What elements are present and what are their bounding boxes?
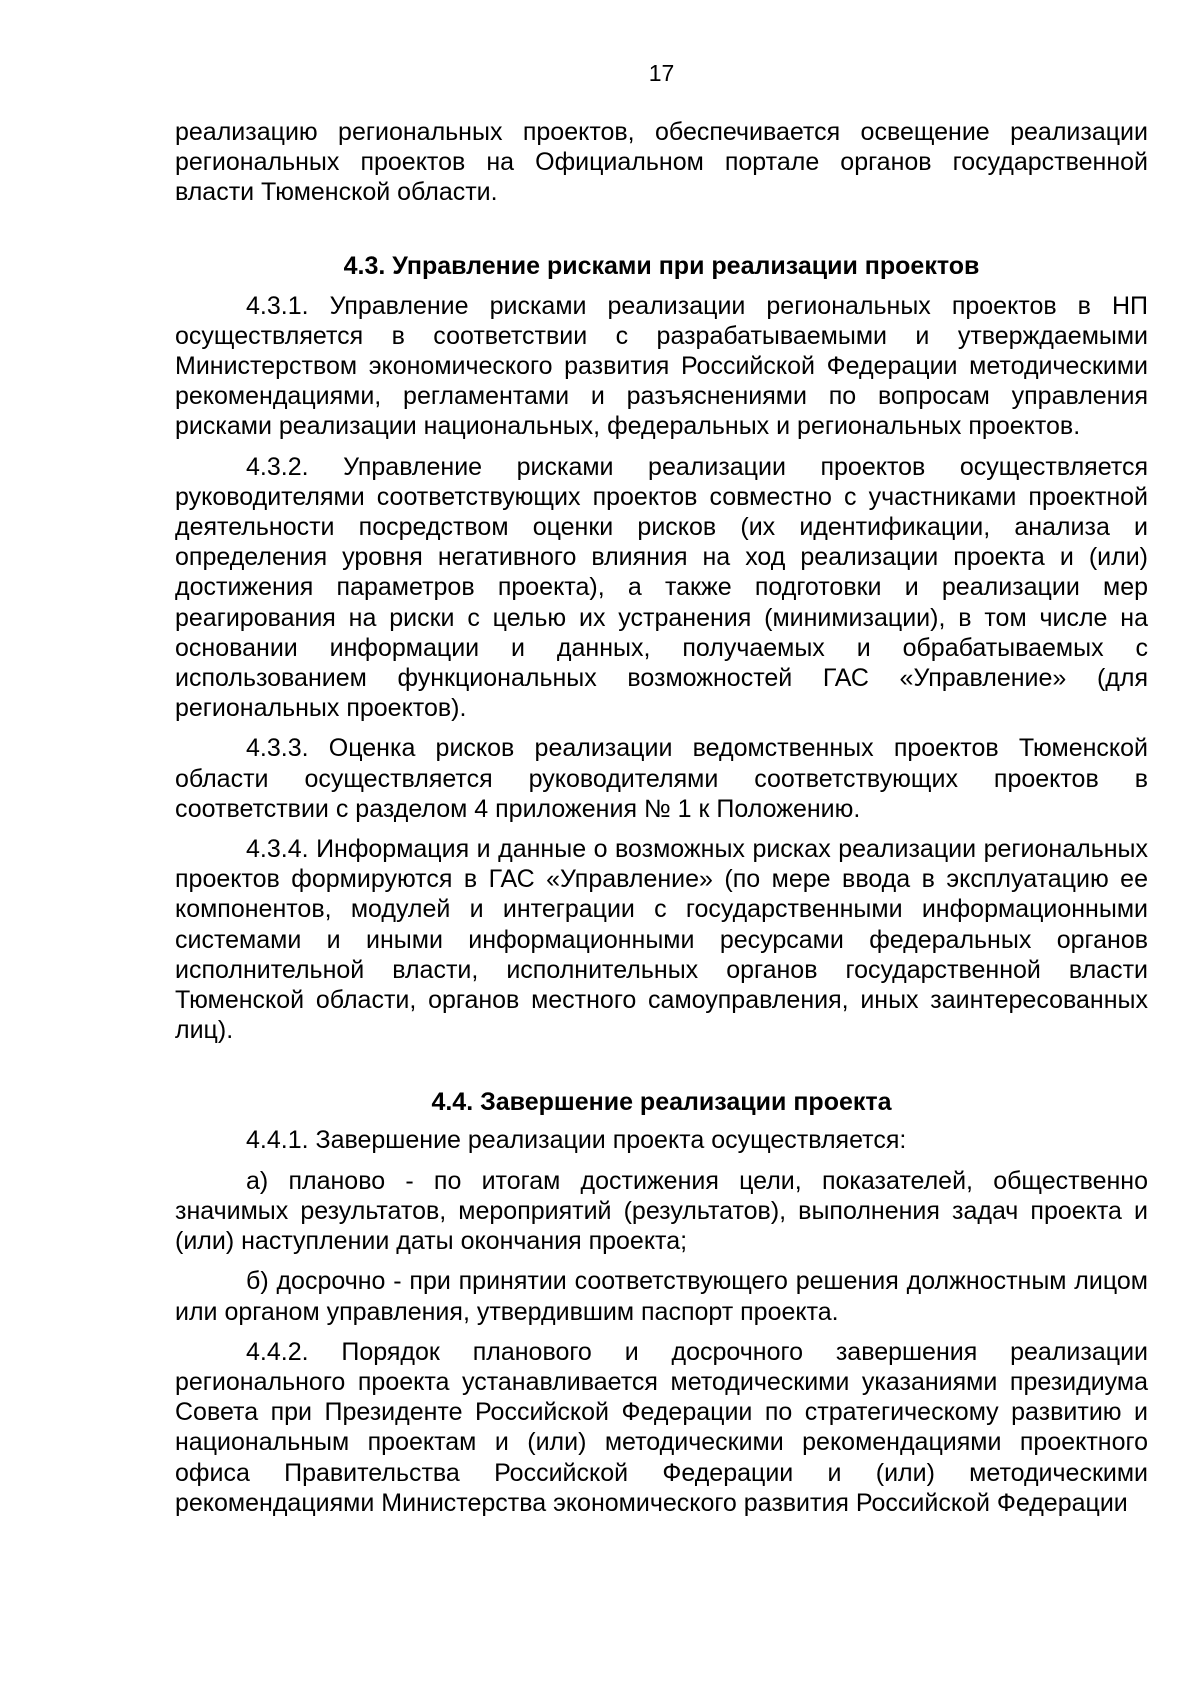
page-number: 17 <box>648 60 675 86</box>
paragraph-4-3-1: 4.3.1. Управление рисками реализации региональных проектов в НП осуществляется в соответствии с разрабатываемыми и утверждаемыми Министерством экономического развития Российской Федерации методическими рекомендациями, регламентами и разъяснениями по вопросам управления рисками реализации национальных, федеральных и региональных проектов. <box>175 291 1148 441</box>
paragraph-4-3-3: 4.3.3. Оценка рисков реализации ведомственных проектов Тюменской области осуществляется руководителями соответствующих проектов в соответствии с разделом 4 приложения № 1 к Положению. <box>175 734 1148 823</box>
section-4-4-heading: 4.4. Завершение реализации проекта <box>431 1088 892 1117</box>
section-4-3-heading: 4.3. Управление рисками при реализации проектов <box>343 251 980 280</box>
paragraph-4-4-1-a: а) планово - по итогам достижения цели, показателей, общественно значимых результатов, мероприятий (результатов), выполнения задач проекта и (или) наступлении даты окончания проекта; <box>175 1166 1148 1256</box>
paragraph-4-4-1-b: б) досрочно - при принятии соответствующего решения должностным лицом или органом управления, утвердившим паспорт проекта. <box>175 1267 1148 1326</box>
intro-paragraph: реализацию региональных проектов, обеспечивается освещение реализации региональных проектов на Официальном портале органов государственной власти Тюменской области. <box>175 118 1148 207</box>
paragraph-4-4-1: 4.4.1. Завершение реализации проекта осуществляется: <box>246 1126 907 1155</box>
paragraph-4-4-2: 4.4.2. Порядок планового и досрочного завершения реализации регионального проекта устанавливается методическими указаниями президиума Совета при Президенте Российской Федерации по стратегическому развитию и национальным проектам и (или) методическими рекомендациями проектного офиса Правительства Российской Федерации и (или) методическими рекомендациями Министерства экономического развития Российской Федерации <box>175 1337 1148 1517</box>
paragraph-4-3-2: 4.3.2. Управление рисками реализации проектов осуществляется руководителями соответствующих проектов совместно с участниками проектной деятельности посредством оценки рисков (их идентификации, анализа и определения уровня негативного влияния на ход реализации проекта и (или) достижения параметров проекта), а также подготовки и реализации мер реагирования на риски с целью их устранения (минимизации), в том числе на основании информации и данных, получаемых и обрабатываемых с использованием функциональных возможностей ГАС «Управление» (для региональных проектов). <box>175 452 1148 723</box>
paragraph-4-3-4: 4.3.4. Информация и данные о возможных рисках реализации региональных проектов формируются в ГАС «Управление» (по мере ввода в эксплуатацию ее компонентов, модулей и интеграции с государственными информационными системами и иными информационными ресурсами федеральных органов исполнительной власти, исполнительных органов государственной власти Тюменской области, органов местного самоуправления, иных заинтересованных лиц). <box>175 835 1148 1045</box>
document-body <box>175 117 1148 1528</box>
